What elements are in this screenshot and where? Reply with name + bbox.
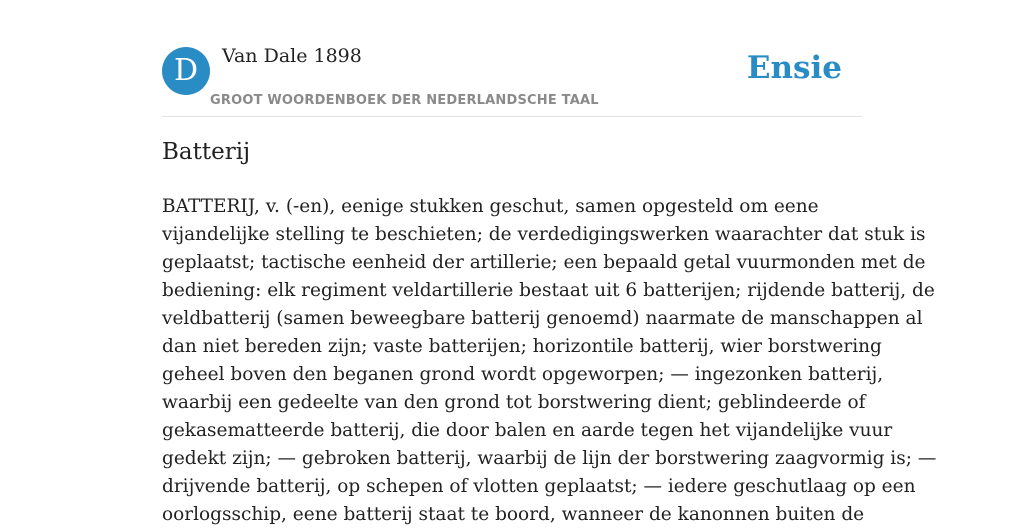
definition-line: oorlogsschip, eene batterij staat te boord, wanneer de kanonnen buiten de [162,504,865,525]
definition-line: drijvende batterij, op schepen of vlotten geplaatst; — iedere geschutlaag op een [162,476,916,497]
definition-line: geheel boven den beganen grond wordt opgeworpen; — ingezonken batterij, [162,364,884,385]
definition-line: waarbij een gedeelte van den grond tot borstwering dient; geblindeerde of [162,392,866,413]
source-avatar[interactable]: D [162,47,210,95]
definition-line: dan niet bereden zijn; vaste batterijen; horizontile batterij, wier borstwering [162,336,882,357]
ensie-logo[interactable]: Ensie [746,50,842,86]
entry-definition [162,193,937,529]
definition-line: gekasematteerde batterij, die door balen en aarde tegen het vijandelijke vuur [162,420,893,441]
definition-line: geplaatst; tactische eenheid der artillerie; een bepaald getal vuurmonden met de [162,252,926,273]
definition-line: gedekt zijn; — gebroken batterij, waarbij de lijn der borstwering zaagvormig is; — [162,448,937,469]
definition-line: bediening: elk regiment veldartillerie bestaat uit 6 batterijen; rijdende batterij, de [162,280,935,301]
definition-line: veldbatterij (samen beweegbare batterij genoemd) naarmate de manschappen al [162,308,923,329]
definition-line: BATTERIJ, v. (-en), eenige stukken geschut, samen opgesteld om eene [162,196,819,217]
source-title-link[interactable]: Van Dale 1898 [222,45,362,67]
entry-title: Batterij [162,139,251,165]
definition-line: vijandelijke stelling te beschieten; de verdedigingswerken waarachter dat stuk is [162,224,926,245]
source-subtitle: GROOT WOORDENBOEK DER NEDERLANDSCHE TAAL [210,93,599,108]
source-header [162,0,862,117]
